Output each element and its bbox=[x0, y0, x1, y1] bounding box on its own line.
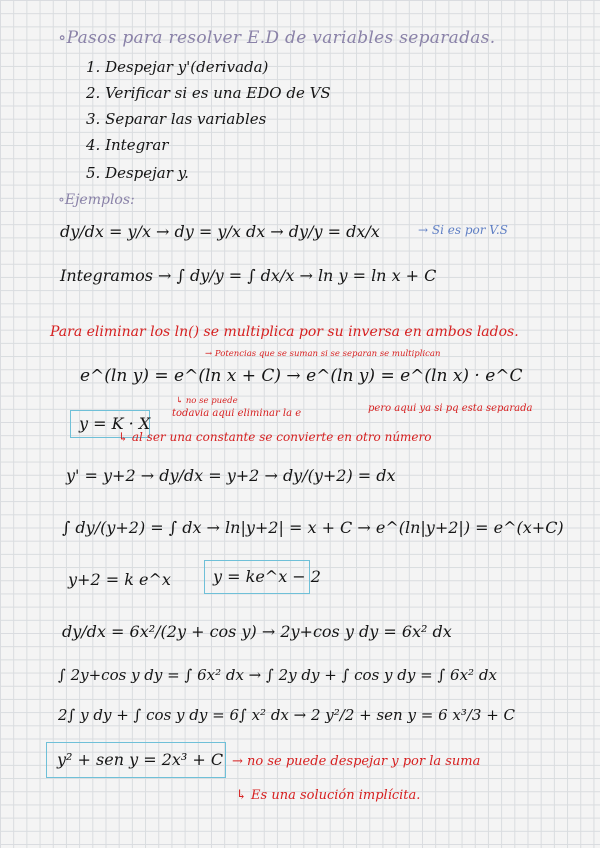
ex1-vs-note: → Si es por V.S bbox=[418, 223, 508, 237]
constant-note: ↳ al ser una constante se convierte en otro número bbox=[118, 430, 432, 444]
result-box-1-text: y = K · X bbox=[79, 414, 151, 433]
todavia-note: todavia aqui eliminar la e bbox=[172, 408, 302, 419]
no-se-puede-note: ↳ no se puede bbox=[176, 396, 238, 406]
exponential-line: e^(ln y) = e^(ln x + C) → e^(ln y) = e^(ln x) · e^C bbox=[80, 366, 523, 386]
ex2-line-1: y' = y+2 → dy/dx = y+2 → dy/(y+2) = dx bbox=[66, 466, 396, 485]
page-title: ∘Pasos para resolver E.D de variables separadas. bbox=[58, 28, 496, 48]
powers-note: → Potencias que se suman si se separan se multiplican bbox=[205, 349, 441, 359]
result-box-3-text: y² + sen y = 2x³ + C bbox=[57, 750, 224, 769]
ex2-line-3: y+2 = k e^x bbox=[68, 570, 171, 589]
step-5: 5. Despejar y. bbox=[86, 164, 189, 182]
examples-label: ∘Ejemplos: bbox=[58, 192, 135, 208]
red-heading: Para eliminar los ln() se multiplica por su inversa en ambos lados. bbox=[50, 324, 519, 340]
step-1: 1. Despejar y'(derivada) bbox=[86, 58, 269, 76]
result-box-2 bbox=[204, 560, 321, 594]
ex3-line-3: 2∫ y dy + ∫ cos y dy = 6∫ x² dx → 2 y²/2 + sen y = 6 x³/3 + C bbox=[58, 706, 516, 724]
ex1-separation-line: dy/dx = y/x → dy = y/x dx → dy/y = dx/x bbox=[60, 222, 380, 241]
ex3-line-2: ∫ 2y+cos y dy = ∫ 6x² dx → ∫ 2y dy + ∫ cos y dy = ∫ 6x² dx bbox=[58, 666, 497, 684]
ex3-line-1: dy/dx = 6x²/(2y + cos y) → 2y+cos y dy = 6x² dx bbox=[62, 622, 452, 641]
result-box-3 bbox=[46, 742, 226, 778]
step-2: 2. Verificar si es una EDO de VS bbox=[86, 84, 331, 102]
ex1-integration-line: Integramos → ∫ dy/y = ∫ dx/x → ln y = ln x + C bbox=[60, 266, 437, 285]
ex2-line-2: ∫ dy/(y+2) = ∫ dx → ln|y+2| = x + C → e^(ln|y+2|) = e^(x+C) bbox=[62, 518, 564, 537]
step-3: 3. Separar las variables bbox=[86, 110, 267, 128]
step-4: 4. Integrar bbox=[86, 136, 169, 154]
result-box-2-text: y = ke^x − 2 bbox=[213, 567, 321, 586]
pero-aqui-note: pero aqui ya si pq esta separada bbox=[368, 403, 533, 414]
ex3-note-1: → no se puede despejar y por la suma bbox=[232, 754, 481, 769]
ex3-note-2: ↳ Es una solución implícita. bbox=[236, 788, 421, 803]
